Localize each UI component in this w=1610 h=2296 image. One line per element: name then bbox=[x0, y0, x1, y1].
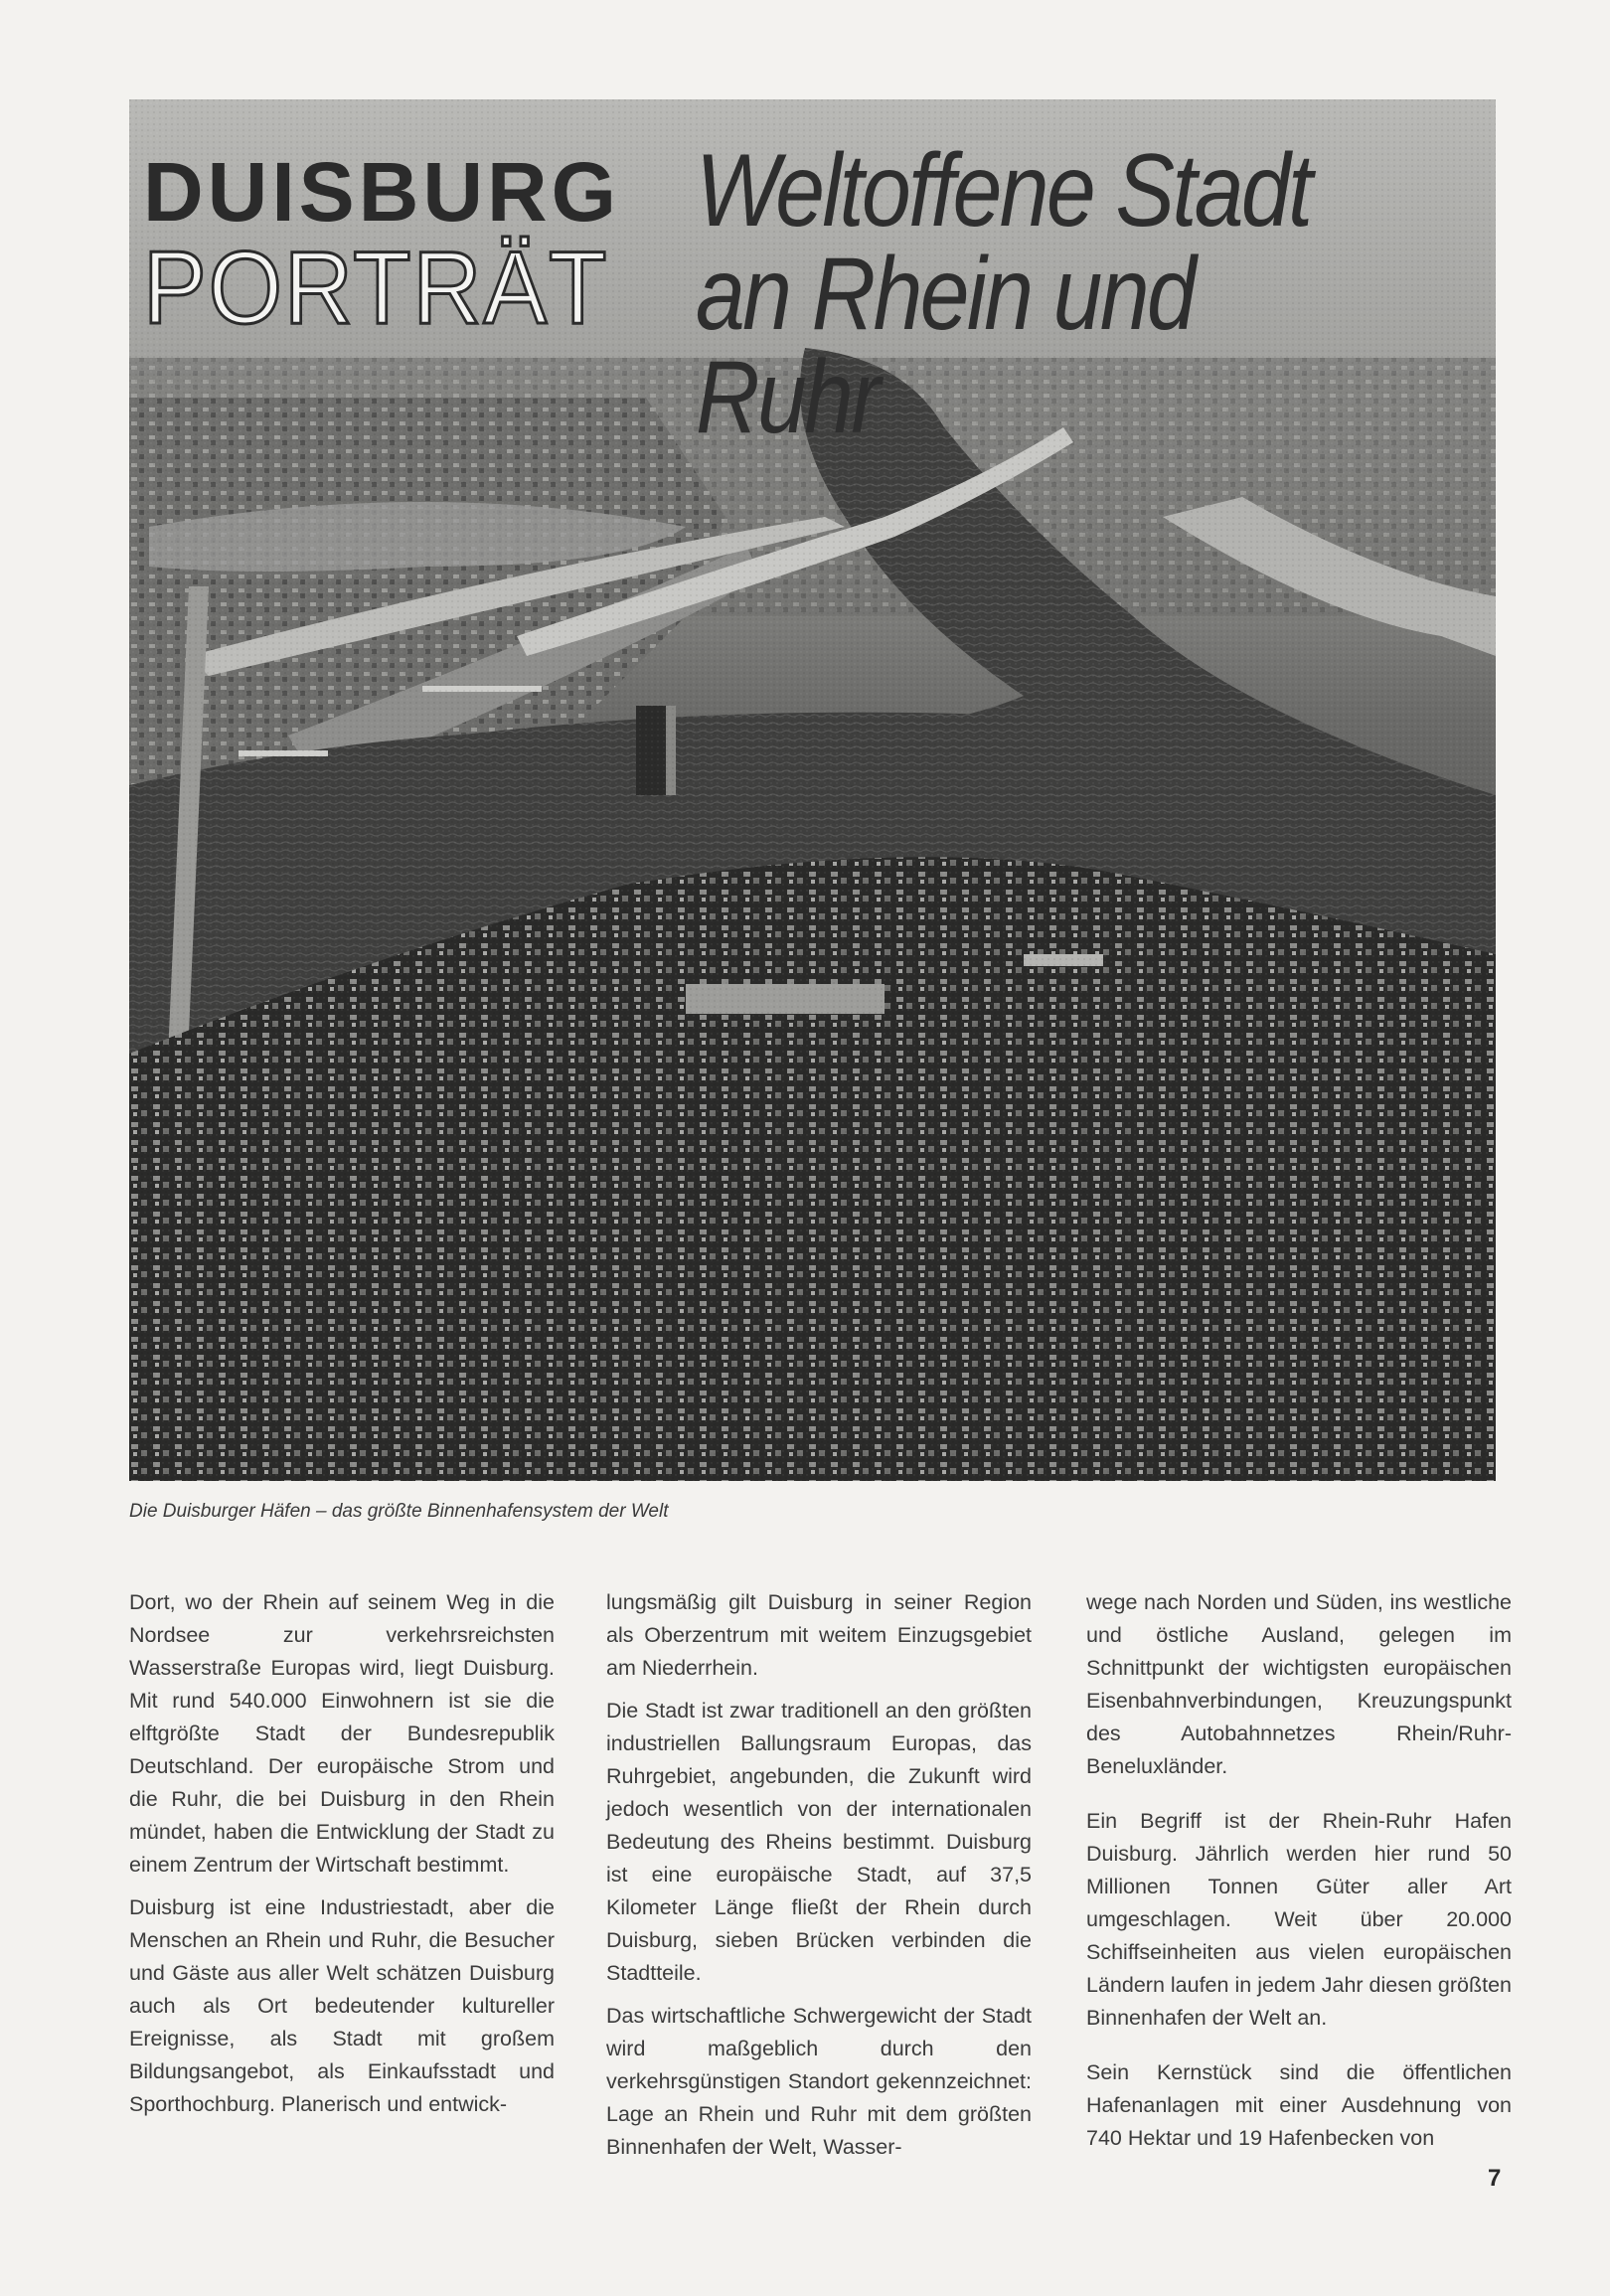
series-title-duisburg: DUISBURG bbox=[143, 145, 621, 239]
paragraph: lungsmäßig gilt Duisburg in seiner Region als Oberzentrum mit weitem Einzugsgebiet am Niederrhein. bbox=[606, 1590, 1032, 1680]
article-column-2 bbox=[606, 1586, 1032, 2174]
headline-line-1: Weltoffene Stadt bbox=[696, 133, 1311, 248]
paragraph: Sein Kernstück sind die öffentlichen Hafenanlagen mit einer Ausdehnung von 740 Hektar und 19 Hafenbecken von bbox=[1086, 2060, 1512, 2150]
series-title-portraet: PORTRÄT bbox=[143, 231, 609, 346]
headline bbox=[696, 133, 1383, 455]
paragraph: Ein Begriff ist der Rhein-Ruhr Hafen Duisburg. Jährlich werden hier rund 50 Millionen Tonnen Güter aller Art umgeschlagen. Weit über 20.000 Schiffseinheiten aus vielen europäischen Ländern laufen in jedem Jahr diesen größten Binnenhafen der Welt an. bbox=[1086, 1809, 1512, 2030]
photo-caption: Die Duisburger Häfen – das größte Binnenhafensystem der Welt bbox=[129, 1501, 669, 1522]
series-title bbox=[143, 145, 649, 346]
headline-line-2: an Rhein und Ruhr bbox=[696, 237, 1195, 455]
paragraph: wege nach Norden und Süden, ins westliche und östliche Ausland, gelegen im Schnittpunkt der wichtigsten europäischen Eisenbahnverbindungen, Kreuzungspunkt des Autobahnnetzes Rhein/Ruhr-Beneluxländer. bbox=[1086, 1590, 1512, 1778]
paragraph: Duisburg ist eine Industriestadt, aber die Menschen an Rhein und Ruhr, die Besucher und Gäste aus aller Welt schätzen Duisburg auch als Ort bedeutender kultureller Ereignisse, als Stadt mit großem Bildungsangebot, als Einkaufsstadt und Sporthochburg. Planerisch und entwick- bbox=[129, 1895, 555, 2116]
article-column-3 bbox=[1086, 1586, 1512, 2165]
paragraph: Die Stadt ist zwar traditionell an den größten industriellen Ballungsraum Europas, das Ruhrgebiet, angebunden, die Zukunft wird jedoch wesentlich von der internationalen Bedeutung des Rheins bestimmt. Duisburg ist eine europäische Stadt, auf 37,5 Kilometer Länge fließt der Rhein durch Duisburg, sieben Brücken verbinden die Stadtteile. bbox=[606, 1699, 1032, 1985]
paragraph: Dort, wo der Rhein auf seinem Weg in die Nordsee zur verkehrsreichsten Wasserstraße Europas wird, liegt Duisburg. Mit rund 540.000 Einwohnern ist sie die elftgrößte Stadt der Bundesrepublik Deutschland. Der europäische Strom und die Ruhr, die bei Duisburg in den Rhein mündet, haben die Entwicklung der Stadt zu einem Zentrum der Wirtschaft bestimmt. bbox=[129, 1590, 555, 1877]
page-number: 7 bbox=[1488, 2165, 1502, 2192]
aerial-harbour-photo bbox=[129, 99, 1496, 1481]
article-column-1 bbox=[129, 1586, 555, 2131]
paragraph: Das wirtschaftliche Schwergewicht der Stadt wird maßgeblich durch den verkehrsgünstigen Standort gekennzeichnet: Lage an Rhein und Ruhr mit dem größten Binnenhafen der Welt, Wasser- bbox=[606, 2004, 1032, 2159]
